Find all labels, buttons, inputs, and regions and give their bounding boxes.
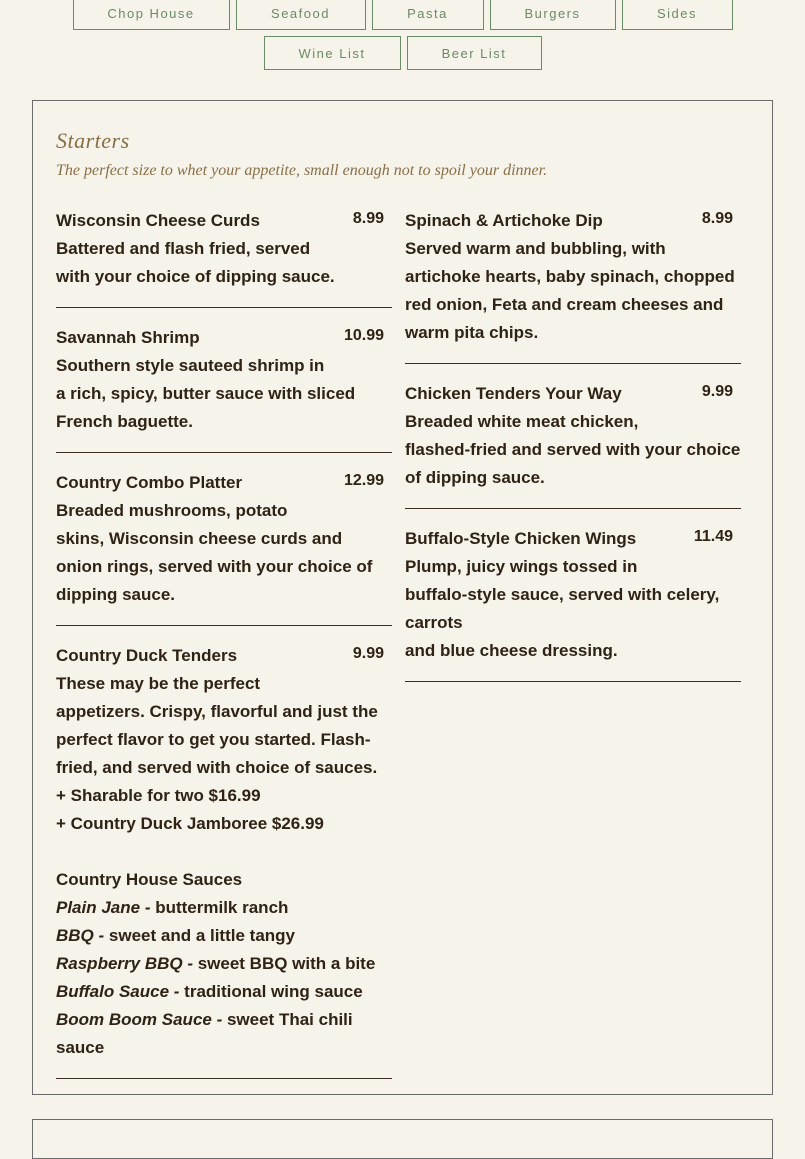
section-title: Starters xyxy=(56,128,130,153)
item-option: + Sharable for two $16.99 xyxy=(56,786,261,805)
nav-beer-list-button[interactable]: Beer List xyxy=(407,36,542,70)
item-description: Served warm and bubbling, with artichoke hearts, baby spinach, chopped red onion, Feta and cream cheeses and warm pita chips. xyxy=(405,239,735,342)
menu-item xyxy=(56,324,392,453)
item-description: Breaded mushrooms, potato skins, Wisconsin cheese curds and onion rings, served with your choice of dipping sauce. xyxy=(56,501,373,604)
sauce-line xyxy=(56,1006,392,1062)
item-description: Breaded white meat chicken, flashed-fried and served with your choice of dipping sauce. xyxy=(405,412,741,487)
nav-chop-house-button[interactable]: Chop House xyxy=(73,0,230,30)
item-price: 11.49 xyxy=(693,528,733,545)
sauce-name: Plain Jane - xyxy=(56,898,151,917)
item-price: 8.99 xyxy=(701,210,733,227)
item-description: Southern style sauteed shrimp in a rich, spicy, butter sauce with sliced French baguette. xyxy=(56,356,356,431)
nav-row-primary xyxy=(0,0,805,30)
sauce-desc: buttermilk ranch xyxy=(150,898,289,917)
sauce-line xyxy=(56,894,392,922)
item-description: These may be the perfect appetizers. Crispy, flavorful and just the perfect flavor to get you started. Flash- fried, and served with choice of sauces. xyxy=(56,674,378,777)
sauce-desc: sweet and a little tangy xyxy=(104,926,295,945)
menu-item xyxy=(56,207,392,308)
sauce-desc: sweet BBQ with a bite xyxy=(192,954,376,973)
menu-column-left xyxy=(56,207,392,1095)
item-name: Buffalo-Style Chicken Wings xyxy=(405,529,637,548)
nav-pasta-button[interactable]: Pasta xyxy=(372,0,484,30)
item-name: Wisconsin Cheese Curds xyxy=(56,211,260,230)
item-price: 9.99 xyxy=(352,645,384,662)
nav-row-secondary xyxy=(0,36,805,70)
sauce-name: Buffalo Sauce - xyxy=(56,982,180,1001)
item-name: Chicken Tenders Your Way xyxy=(405,384,622,403)
sauce-desc: traditional wing sauce xyxy=(179,982,363,1001)
nav-sides-button[interactable]: Sides xyxy=(622,0,733,30)
item-description: Plump, juicy wings tossed in buffalo-style sauce, served with celery, carrots and blue cheese dressing. xyxy=(405,557,720,660)
nav-seafood-button[interactable]: Seafood xyxy=(236,0,366,30)
item-option: + Country Duck Jamboree $26.99 xyxy=(56,814,324,833)
menu-item xyxy=(405,207,741,364)
nav-burgers-button[interactable]: Burgers xyxy=(490,0,616,30)
nav-wine-list-button[interactable]: Wine List xyxy=(264,36,401,70)
sauce-line xyxy=(56,978,392,1006)
item-name: Spinach & Artichoke Dip xyxy=(405,211,603,230)
sauce-desc: sweet Thai chili sauce xyxy=(56,1010,353,1057)
sauce-name: Boom Boom Sauce - xyxy=(56,1010,223,1029)
menu-item xyxy=(405,525,741,682)
next-section-panel xyxy=(32,1119,773,1159)
menu-item xyxy=(405,380,741,509)
sauce-line xyxy=(56,950,392,978)
sauces-title: Country House Sauces xyxy=(56,870,243,889)
sauce-name: Raspberry BBQ - xyxy=(56,954,193,973)
starters-panel xyxy=(32,100,773,1095)
item-name: Country Combo Platter xyxy=(56,473,243,492)
menu-item xyxy=(56,469,392,626)
menu-column-right xyxy=(405,207,741,698)
item-price: 9.99 xyxy=(701,383,733,400)
section-subtitle: The perfect size to whet your appetite, small enough not to spoil your dinner. xyxy=(56,162,548,179)
item-price: 12.99 xyxy=(343,472,384,489)
sauce-name: BBQ - xyxy=(56,926,105,945)
item-name: Country Duck Tenders xyxy=(56,646,238,665)
item-description: Battered and flash fried, served with your choice of dipping sauce. xyxy=(56,239,335,286)
sauce-line xyxy=(56,922,392,950)
item-name: Savannah Shrimp xyxy=(56,328,200,347)
item-price: 8.99 xyxy=(352,210,384,227)
menu-item xyxy=(56,642,392,1079)
item-price: 10.99 xyxy=(343,327,384,344)
